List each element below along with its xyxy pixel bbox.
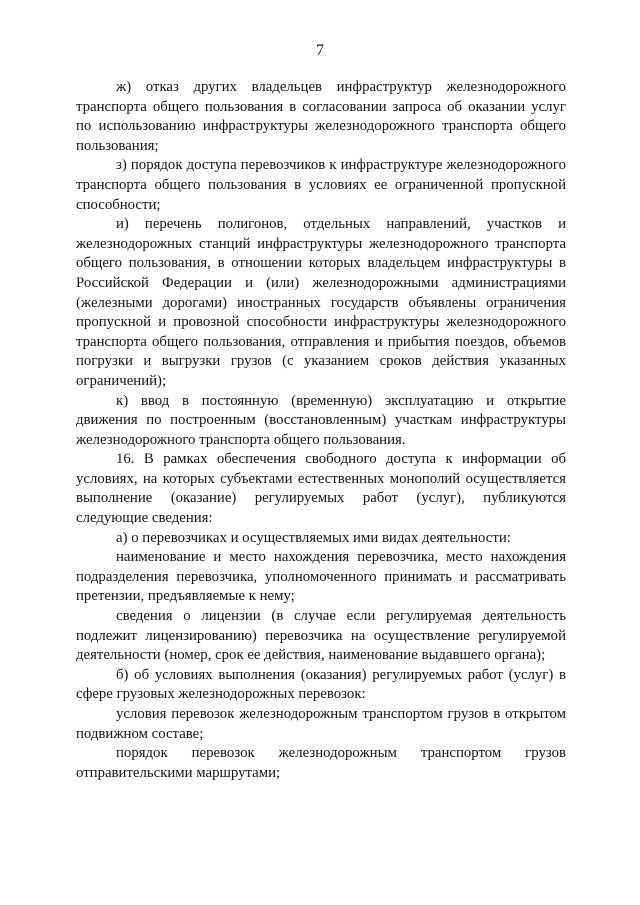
paragraph-b-freight-transport-conditions: б) об условиях выполнения (оказания) регулируемых работ (услуг) в сфере грузовых железнодорожных перевозок: bbox=[76, 666, 566, 703]
paragraph-a-about-carriers: а) о перевозчиках и осуществляемых ими видах деятельности: bbox=[116, 529, 511, 546]
paragraph-16-free-access-information: 16. В рамках обеспечения свободного доступа к информации об условиях, на которых субъектами естественных монополий осуществляется выполнение (оказание) регулируемых работ (услуг), публикуются следующие сведения: bbox=[76, 451, 566, 527]
paragraph-carrier-name-and-location: наименование и место нахождения перевозчика, место нахождения подразделения перевозчика, уполномоченного принимать и рассматривать претензии, предъявляемые к нему; bbox=[76, 549, 566, 605]
document-body bbox=[76, 78, 566, 783]
paragraph-z-access-procedure: з) порядок доступа перевозчиков к инфраструктуре железнодорожного транспорта общего пользования в условиях ее ограниченной пропускной способности; bbox=[76, 157, 566, 213]
paragraph-open-rolling-stock-conditions: условия перевозок железнодорожным транспортом грузов в открытом подвижном составе; bbox=[76, 706, 566, 742]
paragraph-k-commissioning-of-sections: к) ввод в постоянную (временную) эксплуатацию и открытие движения по построенным (восстановленным) участкам инфраструктуры железнодорожного транспорта общего пользования. bbox=[76, 392, 566, 448]
page-number: 7 bbox=[316, 42, 324, 59]
paragraph-i-restricted-polygons-list: и) перечень полигонов, отдельных направлений, участков и железнодорожных станций инфраструктуры железнодорожного транспорта общего пользования, в отношении которых владельцем инфраструктуры в Российской Федерации и (или) железнодорожными администрациями (железными дорогами) иностранных государств объявлены ограничения пропускной и провозной способности инфраструктуры железнодорожного транспорта общего пользования, отправления и прибытия поездов, объемов погрузки и выгрузки грузов (с указанием сроков действия указанных ограничений); bbox=[76, 216, 566, 389]
paragraph-zh-refusal-of-other-owners: ж) отказ других владельцев инфраструктур железнодорожного транспорта общего пользования в согласовании запроса об оказании услуг по использованию инфраструктуры железнодорожного транспорта общего пользования; bbox=[76, 79, 566, 154]
paragraph-shipper-routes-procedure: порядок перевозок железнодорожным транспортом грузов отправительскими маршрутами; bbox=[76, 745, 566, 781]
paragraph-license-information: сведения о лицензии (в случае если регулируемая деятельность подлежит лицензированию) перевозчика на осуществление регулируемой деятельности (номер, срок ее действия, наименование выдавшего органа); bbox=[76, 608, 566, 664]
